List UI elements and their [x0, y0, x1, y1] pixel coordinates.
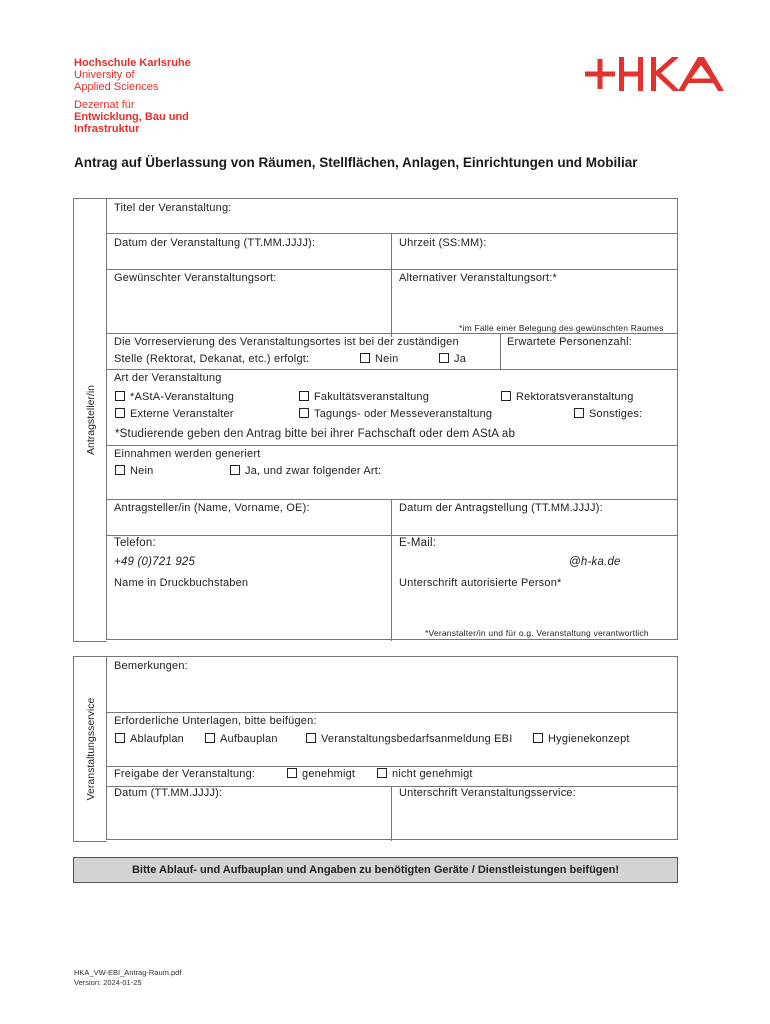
- type-tagung-label: Tagungs- oder Messeveranstaltung: [314, 408, 493, 420]
- department-line3: Infrastruktur: [74, 123, 140, 135]
- type-sonstiges[interactable]: [574, 408, 642, 420]
- print-name-label: Name in Druckbuchstaben: [114, 577, 249, 589]
- prereservation-text-line1: Die Vorreservierung des Veranstaltungsortes ist bei der zuständigen: [114, 336, 459, 348]
- checkbox-doc-ablauf[interactable]: [115, 733, 125, 743]
- prereservation-text-line2: Stelle (Rektorat, Dekanat, etc.) erfolgt:: [114, 353, 310, 365]
- income-nein-label: Nein: [130, 465, 154, 477]
- side-label-applicant: [73, 198, 107, 642]
- checkbox-not-approved[interactable]: [377, 768, 387, 778]
- phone-label: Telefon:: [114, 537, 156, 549]
- not-approved-label: nicht genehmigt: [392, 768, 473, 780]
- checkbox-prereservation-nein[interactable]: [360, 353, 370, 363]
- doc-ablauf-label: Ablaufplan: [130, 733, 184, 745]
- checkbox-type-sonstiges[interactable]: [574, 408, 584, 418]
- prereservation-nein-label: Nein: [375, 353, 399, 365]
- doc-ebi[interactable]: [306, 733, 512, 745]
- income-nein[interactable]: [115, 465, 153, 477]
- prereservation-ja[interactable]: [439, 353, 466, 365]
- type-asta[interactable]: [115, 391, 234, 403]
- checkbox-prereservation-ja[interactable]: [439, 353, 449, 363]
- hka-logo: [585, 56, 727, 92]
- event-title-label: Titel der Veranstaltung:: [114, 202, 232, 214]
- students-note: *Studierende geben den Antrag bitte bei ihrer Fachschaft oder dem AStA ab: [115, 428, 516, 440]
- type-rektorat[interactable]: [501, 391, 634, 403]
- footer-filename: HKA_VW-EBI_Antrag-Raum.pdf: [74, 968, 182, 977]
- approved-label: genehmigt: [302, 768, 356, 780]
- email-label: E-Mail:: [399, 537, 437, 549]
- type-tagung[interactable]: [299, 408, 492, 420]
- type-fakultaet[interactable]: [299, 391, 429, 403]
- applicant-section: [106, 198, 678, 640]
- checkbox-approved[interactable]: [287, 768, 297, 778]
- checkbox-doc-hygiene[interactable]: [533, 733, 543, 743]
- checkbox-type-fakultaet[interactable]: [299, 391, 309, 401]
- documents-label: Erforderliche Unterlagen, bitte beifügen:: [114, 715, 317, 727]
- doc-ebi-label: Veranstaltungsbedarfsanmeldung EBI: [321, 733, 513, 745]
- alt-location-label: Alternativer Veranstaltungsort:*: [399, 272, 558, 284]
- alt-location-note: *im Falle einer Belegung des gewünschten Raumes: [459, 323, 664, 333]
- remarks-field[interactable]: [107, 657, 677, 712]
- form-title: Antrag auf Überlassung von Räumen, Stellflächen, Anlagen, Einrichtungen und Mobiliar: [74, 155, 638, 170]
- type-extern[interactable]: [115, 408, 234, 420]
- doc-aufbau[interactable]: [205, 733, 278, 745]
- department-line1: Dezernat für: [74, 99, 135, 111]
- checkbox-income-nein[interactable]: [115, 465, 125, 475]
- phone-value[interactable]: +49 (0)721 925: [114, 556, 196, 568]
- checkbox-type-tagung[interactable]: [299, 408, 309, 418]
- footer-version: Version: 2024-01-25: [74, 978, 142, 987]
- applicant-label: Antragsteller/in (Name, Vorname, OE):: [114, 502, 310, 514]
- side-label-service-text: Veranstaltungsservice: [84, 697, 97, 801]
- prereservation-nein[interactable]: [360, 353, 398, 365]
- event-type-label: Art der Veranstaltung: [114, 372, 222, 384]
- type-fakultaet-label: Fakultätsveranstaltung: [314, 391, 430, 403]
- type-rektorat-label: Rektoratsveranstaltung: [516, 391, 634, 403]
- prereservation-ja-label: Ja: [454, 353, 467, 365]
- type-extern-label: Externe Veranstalter: [130, 408, 234, 420]
- type-sonstiges-label: Sonstiges:: [589, 408, 643, 420]
- location-label: Gewünschter Veranstaltungsort:: [114, 272, 277, 284]
- checkbox-type-rektorat[interactable]: [501, 391, 511, 401]
- approved-option[interactable]: [287, 768, 355, 780]
- footer: [74, 968, 181, 988]
- doc-hygiene-label: Hygienekonzept: [548, 733, 630, 745]
- not-approved-option[interactable]: [377, 768, 473, 780]
- event-title-field[interactable]: [107, 199, 677, 233]
- signature-label: Unterschrift autorisierte Person*: [399, 577, 562, 589]
- checkbox-type-extern[interactable]: [115, 408, 125, 418]
- expected-persons-label: Erwartete Personenzahl:: [507, 336, 633, 348]
- email-value[interactable]: @h-ka.de: [569, 556, 621, 568]
- side-label-service: [73, 656, 107, 842]
- institution-name-line2: University of: [74, 69, 135, 81]
- income-label: Einnahmen werden generiert: [114, 448, 261, 460]
- service-date-label: Datum (TT.MM.JJJJ):: [114, 787, 223, 799]
- service-section: [106, 656, 678, 840]
- signature-note: *Veranstalter/in und für o.g. Veranstaltung verantwortlich: [425, 628, 649, 638]
- type-asta-label: *AStA-Veranstaltung: [130, 391, 235, 403]
- institution-block: [74, 57, 191, 135]
- service-signature-label: Unterschrift Veranstaltungsservice:: [399, 787, 576, 799]
- event-date-label: Datum der Veranstaltung (TT.MM.JJJJ):: [114, 237, 316, 249]
- doc-hygiene[interactable]: [533, 733, 630, 745]
- remarks-label: Bemerkungen:: [114, 660, 188, 672]
- checkbox-income-ja[interactable]: [230, 465, 240, 475]
- application-date-label: Datum der Antragstellung (TT.MM.JJJJ):: [399, 502, 603, 514]
- doc-ablauf[interactable]: [115, 733, 184, 745]
- department-line2: Entwicklung, Bau und: [74, 111, 189, 123]
- institution-name-line3: Applied Sciences: [74, 81, 159, 93]
- event-time-label: Uhrzeit (SS:MM):: [399, 237, 487, 249]
- approval-label: Freigabe der Veranstaltung:: [114, 768, 256, 780]
- checkbox-type-asta[interactable]: [115, 391, 125, 401]
- doc-aufbau-label: Aufbauplan: [220, 733, 278, 745]
- institution-name-line1: Hochschule Karlsruhe: [74, 57, 191, 69]
- income-ja[interactable]: [230, 465, 381, 477]
- attachment-banner: Bitte Ablauf- und Aufbauplan und Angaben zu benötigten Geräte / Dienstleistungen beifügen!: [73, 857, 678, 883]
- checkbox-doc-ebi[interactable]: [306, 733, 316, 743]
- side-label-applicant-text: Antragsteller/in: [84, 384, 97, 456]
- income-ja-label: Ja, und zwar folgender Art:: [245, 465, 382, 477]
- checkbox-doc-aufbau[interactable]: [205, 733, 215, 743]
